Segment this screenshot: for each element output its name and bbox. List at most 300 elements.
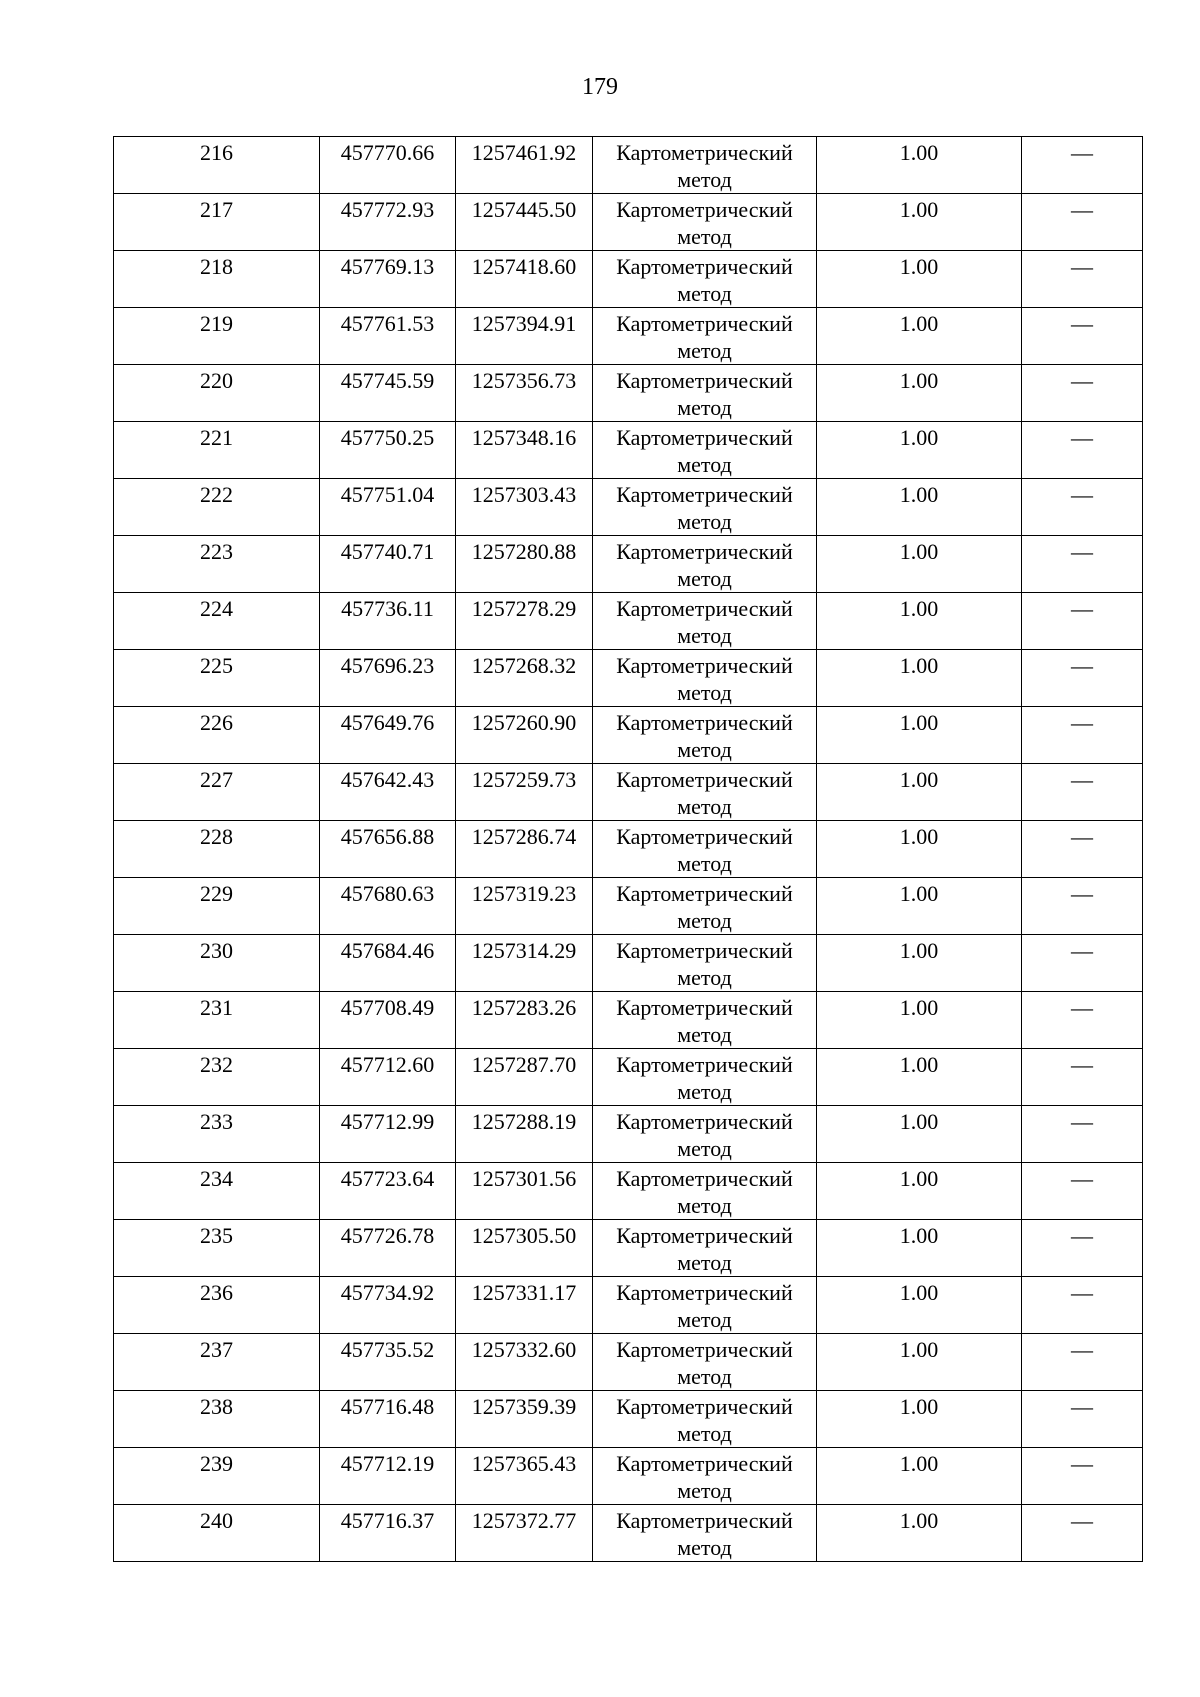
method-line2: метод — [677, 851, 732, 876]
accuracy-value: 1.00 — [899, 197, 939, 222]
accuracy-cell — [817, 1049, 1022, 1106]
note-cell — [1022, 1163, 1143, 1220]
note-value: — — [1071, 254, 1093, 279]
accuracy-cell — [817, 194, 1022, 251]
coordinate-x-cell — [320, 308, 456, 365]
coordinate-x-value: 457734.92 — [340, 1280, 435, 1305]
point-number-cell — [114, 878, 320, 935]
method-line2: метод — [677, 965, 732, 990]
method-cell — [593, 1277, 817, 1334]
accuracy-value: 1.00 — [899, 1508, 939, 1533]
point-number-value: 218 — [200, 254, 233, 279]
point-number-value: 221 — [200, 425, 233, 450]
coordinate-y-cell — [456, 1220, 593, 1277]
note-cell — [1022, 821, 1143, 878]
note-value: — — [1071, 767, 1093, 792]
point-number-value: 231 — [200, 995, 233, 1020]
accuracy-cell — [817, 593, 1022, 650]
note-cell — [1022, 935, 1143, 992]
coordinate-x-cell — [320, 1163, 456, 1220]
point-number-value: 227 — [200, 767, 233, 792]
note-cell — [1022, 251, 1143, 308]
method-line2: метод — [677, 623, 732, 648]
coordinate-x-value: 457656.88 — [340, 824, 435, 849]
coordinate-y-value: 1257278.29 — [471, 596, 577, 621]
coordinate-y-cell — [456, 1049, 593, 1106]
coordinate-y-value: 1257259.73 — [471, 767, 577, 792]
method-line1: Картометрический — [616, 767, 793, 792]
point-number-cell — [114, 137, 320, 194]
coordinate-y-cell — [456, 194, 593, 251]
note-cell — [1022, 764, 1143, 821]
point-number-value: 240 — [200, 1508, 233, 1533]
table-row — [114, 479, 1143, 536]
table-row — [114, 1505, 1143, 1562]
point-number-cell — [114, 536, 320, 593]
coordinate-y-cell — [456, 365, 593, 422]
note-value: — — [1071, 824, 1093, 849]
coordinate-y-cell — [456, 821, 593, 878]
table-row — [114, 821, 1143, 878]
method-line2: метод — [677, 338, 732, 363]
method-cell — [593, 308, 817, 365]
note-cell — [1022, 479, 1143, 536]
accuracy-value: 1.00 — [899, 1451, 939, 1476]
method-line1: Картометрический — [616, 1166, 793, 1191]
method-line2: метод — [677, 566, 732, 591]
point-number-value: 222 — [200, 482, 233, 507]
coordinate-x-value: 457680.63 — [340, 881, 435, 906]
accuracy-value: 1.00 — [899, 311, 939, 336]
accuracy-value: 1.00 — [899, 368, 939, 393]
method-line1: Картометрический — [616, 539, 793, 564]
method-line1: Картометрический — [616, 653, 793, 678]
coordinate-y-value: 1257331.17 — [471, 1280, 577, 1305]
coordinate-x-value: 457684.46 — [340, 938, 435, 963]
note-value: — — [1071, 653, 1093, 678]
point-number-value: 232 — [200, 1052, 233, 1077]
accuracy-cell — [817, 878, 1022, 935]
method-line1: Картометрический — [616, 995, 793, 1020]
coordinate-x-value: 457750.25 — [340, 425, 435, 450]
table-row — [114, 137, 1143, 194]
table-row — [114, 1448, 1143, 1505]
table-row — [114, 878, 1143, 935]
note-value: — — [1071, 197, 1093, 222]
point-number-value: 229 — [200, 881, 233, 906]
method-line1: Картометрический — [616, 1508, 793, 1533]
table-row — [114, 764, 1143, 821]
note-value: — — [1071, 311, 1093, 336]
method-line2: метод — [677, 1307, 732, 1332]
point-number-value: 217 — [200, 197, 233, 222]
coordinate-y-value: 1257394.91 — [471, 311, 577, 336]
coordinate-y-cell — [456, 1391, 593, 1448]
note-value: — — [1071, 368, 1093, 393]
method-cell — [593, 1391, 817, 1448]
point-number-cell — [114, 422, 320, 479]
method-line1: Картометрический — [616, 425, 793, 450]
point-number-cell — [114, 1505, 320, 1562]
coordinate-x-value: 457649.76 — [340, 710, 435, 735]
method-cell — [593, 992, 817, 1049]
note-value: — — [1071, 1337, 1093, 1362]
coordinate-x-value: 457696.23 — [340, 653, 435, 678]
coordinate-y-cell — [456, 1448, 593, 1505]
accuracy-cell — [817, 707, 1022, 764]
table-row — [114, 194, 1143, 251]
point-number-cell — [114, 1106, 320, 1163]
method-line1: Картометрический — [616, 254, 793, 279]
accuracy-cell — [817, 650, 1022, 707]
note-cell — [1022, 1448, 1143, 1505]
method-line1: Картометрический — [616, 1109, 793, 1134]
note-cell — [1022, 536, 1143, 593]
coordinate-x-cell — [320, 593, 456, 650]
coordinate-y-value: 1257461.92 — [471, 140, 577, 165]
point-number-cell — [114, 1334, 320, 1391]
method-cell — [593, 1049, 817, 1106]
coordinate-x-cell — [320, 365, 456, 422]
accuracy-cell — [817, 1334, 1022, 1391]
note-cell — [1022, 1334, 1143, 1391]
method-line2: метод — [677, 1250, 732, 1275]
coordinate-y-cell — [456, 479, 593, 536]
note-cell — [1022, 1220, 1143, 1277]
note-value: — — [1071, 1109, 1093, 1134]
accuracy-value: 1.00 — [899, 254, 939, 279]
coordinate-x-cell — [320, 650, 456, 707]
accuracy-value: 1.00 — [899, 596, 939, 621]
accuracy-cell — [817, 137, 1022, 194]
table-row — [114, 1391, 1143, 1448]
note-value: — — [1071, 596, 1093, 621]
method-line1: Картометрический — [616, 311, 793, 336]
coordinate-x-value: 457772.93 — [340, 197, 435, 222]
coordinate-x-cell — [320, 1277, 456, 1334]
coordinate-y-value: 1257445.50 — [471, 197, 577, 222]
method-line1: Картометрический — [616, 710, 793, 735]
table-row — [114, 707, 1143, 764]
method-line1: Картометрический — [616, 368, 793, 393]
coordinate-y-cell — [456, 935, 593, 992]
note-cell — [1022, 593, 1143, 650]
coordinate-x-value: 457716.37 — [340, 1508, 435, 1533]
method-cell — [593, 1448, 817, 1505]
coordinate-x-value: 457740.71 — [340, 539, 435, 564]
method-line2: метод — [677, 908, 732, 933]
method-cell — [593, 593, 817, 650]
coordinate-y-cell — [456, 536, 593, 593]
point-number-cell — [114, 821, 320, 878]
note-cell — [1022, 1391, 1143, 1448]
coordinate-y-cell — [456, 1106, 593, 1163]
accuracy-cell — [817, 1163, 1022, 1220]
table-row — [114, 1163, 1143, 1220]
note-cell — [1022, 1049, 1143, 1106]
method-cell — [593, 1220, 817, 1277]
note-value: — — [1071, 1280, 1093, 1305]
coordinates-table — [113, 136, 1143, 1562]
method-line2: метод — [677, 1079, 732, 1104]
coordinate-y-value: 1257314.29 — [471, 938, 577, 963]
coordinate-x-value: 457712.99 — [340, 1109, 435, 1134]
coordinate-y-cell — [456, 422, 593, 479]
point-number-cell — [114, 1277, 320, 1334]
method-line1: Картометрический — [616, 1223, 793, 1248]
method-line2: метод — [677, 1136, 732, 1161]
coordinate-y-value: 1257283.26 — [471, 995, 577, 1020]
coordinate-y-value: 1257268.32 — [471, 653, 577, 678]
accuracy-cell — [817, 422, 1022, 479]
coordinate-x-value: 457642.43 — [340, 767, 435, 792]
method-cell — [593, 878, 817, 935]
note-cell — [1022, 422, 1143, 479]
method-line2: метод — [677, 737, 732, 762]
coordinate-x-cell — [320, 536, 456, 593]
point-number-cell — [114, 1220, 320, 1277]
point-number-cell — [114, 1448, 320, 1505]
accuracy-cell — [817, 992, 1022, 1049]
accuracy-cell — [817, 1277, 1022, 1334]
note-value: — — [1071, 1508, 1093, 1533]
coordinate-x-cell — [320, 878, 456, 935]
method-line2: метод — [677, 1193, 732, 1218]
accuracy-value: 1.00 — [899, 1280, 939, 1305]
note-value: — — [1071, 140, 1093, 165]
coordinate-y-cell — [456, 764, 593, 821]
point-number-value: 225 — [200, 653, 233, 678]
coordinate-x-value: 457769.13 — [340, 254, 435, 279]
accuracy-cell — [817, 821, 1022, 878]
note-value: — — [1071, 710, 1093, 735]
coordinate-y-cell — [456, 1277, 593, 1334]
note-cell — [1022, 992, 1143, 1049]
coordinate-y-value: 1257332.60 — [471, 1337, 577, 1362]
note-value: — — [1071, 425, 1093, 450]
method-line1: Картометрический — [616, 140, 793, 165]
accuracy-value: 1.00 — [899, 1166, 939, 1191]
point-number-value: 226 — [200, 710, 233, 735]
table-row — [114, 1220, 1143, 1277]
note-value: — — [1071, 995, 1093, 1020]
coordinate-x-value: 457712.19 — [340, 1451, 435, 1476]
point-number-value: 230 — [200, 938, 233, 963]
coordinate-x-value: 457745.59 — [340, 368, 435, 393]
accuracy-cell — [817, 1106, 1022, 1163]
coordinate-y-value: 1257365.43 — [471, 1451, 577, 1476]
table-row — [114, 593, 1143, 650]
coordinate-y-cell — [456, 308, 593, 365]
method-line1: Картометрический — [616, 1394, 793, 1419]
coordinate-x-value: 457736.11 — [341, 596, 434, 621]
accuracy-cell — [817, 1220, 1022, 1277]
accuracy-value: 1.00 — [899, 995, 939, 1020]
note-value: — — [1071, 1394, 1093, 1419]
accuracy-cell — [817, 308, 1022, 365]
note-cell — [1022, 365, 1143, 422]
table-row — [114, 992, 1143, 1049]
coordinate-y-value: 1257319.23 — [471, 881, 577, 906]
note-value: — — [1071, 539, 1093, 564]
point-number-value: 216 — [200, 140, 233, 165]
coordinate-x-value: 457735.52 — [340, 1337, 435, 1362]
accuracy-value: 1.00 — [899, 1394, 939, 1419]
coordinate-y-value: 1257286.74 — [471, 824, 577, 849]
accuracy-value: 1.00 — [899, 824, 939, 849]
method-cell — [593, 479, 817, 536]
coordinate-x-cell — [320, 1220, 456, 1277]
coordinate-y-cell — [456, 992, 593, 1049]
table-row — [114, 935, 1143, 992]
coordinate-y-cell — [456, 251, 593, 308]
coordinate-y-cell — [456, 1505, 593, 1562]
accuracy-cell — [817, 764, 1022, 821]
coordinate-y-value: 1257418.60 — [471, 254, 577, 279]
table-row — [114, 536, 1143, 593]
accuracy-cell — [817, 479, 1022, 536]
method-line2: метод — [677, 794, 732, 819]
table-row — [114, 1106, 1143, 1163]
accuracy-value: 1.00 — [899, 1223, 939, 1248]
method-line2: метод — [677, 1478, 732, 1503]
method-line2: метод — [677, 509, 732, 534]
coordinate-x-cell — [320, 194, 456, 251]
page-number: 179 — [582, 74, 618, 100]
coordinate-x-cell — [320, 137, 456, 194]
point-number-cell — [114, 1391, 320, 1448]
coordinate-y-cell — [456, 1334, 593, 1391]
coordinate-y-value: 1257288.19 — [471, 1109, 577, 1134]
note-value: — — [1071, 1223, 1093, 1248]
coordinate-y-value: 1257356.73 — [471, 368, 577, 393]
coordinate-x-cell — [320, 422, 456, 479]
method-cell — [593, 935, 817, 992]
coordinate-y-value: 1257280.88 — [471, 539, 577, 564]
table-row — [114, 1049, 1143, 1106]
coordinate-x-cell — [320, 764, 456, 821]
coordinate-y-value: 1257359.39 — [471, 1394, 577, 1419]
accuracy-value: 1.00 — [899, 767, 939, 792]
accuracy-cell — [817, 935, 1022, 992]
point-number-value: 238 — [200, 1394, 233, 1419]
note-cell — [1022, 1277, 1143, 1334]
accuracy-cell — [817, 365, 1022, 422]
accuracy-cell — [817, 1391, 1022, 1448]
method-cell — [593, 422, 817, 479]
table-row — [114, 650, 1143, 707]
accuracy-value: 1.00 — [899, 1337, 939, 1362]
method-cell — [593, 194, 817, 251]
coordinate-x-cell — [320, 992, 456, 1049]
method-line2: метод — [677, 167, 732, 192]
coordinate-x-cell — [320, 935, 456, 992]
method-cell — [593, 1163, 817, 1220]
coordinate-x-cell — [320, 479, 456, 536]
point-number-cell — [114, 650, 320, 707]
point-number-cell — [114, 707, 320, 764]
coordinate-y-value: 1257301.56 — [471, 1166, 577, 1191]
note-value: — — [1071, 1052, 1093, 1077]
accuracy-value: 1.00 — [899, 1052, 939, 1077]
accuracy-value: 1.00 — [899, 1109, 939, 1134]
note-cell — [1022, 194, 1143, 251]
coordinate-x-cell — [320, 821, 456, 878]
method-line2: метод — [677, 452, 732, 477]
coordinate-y-cell — [456, 1163, 593, 1220]
note-value: — — [1071, 482, 1093, 507]
point-number-cell — [114, 935, 320, 992]
method-cell — [593, 1505, 817, 1562]
method-line1: Картометрический — [616, 482, 793, 507]
method-line2: метод — [677, 680, 732, 705]
accuracy-value: 1.00 — [899, 881, 939, 906]
method-line1: Картометрический — [616, 197, 793, 222]
coordinate-x-cell — [320, 1505, 456, 1562]
note-cell — [1022, 1106, 1143, 1163]
accuracy-value: 1.00 — [899, 710, 939, 735]
coordinate-x-value: 457751.04 — [340, 482, 435, 507]
point-number-value: 224 — [200, 596, 233, 621]
method-line2: метод — [677, 395, 732, 420]
coordinate-y-value: 1257287.70 — [471, 1052, 577, 1077]
note-value: — — [1071, 881, 1093, 906]
method-cell — [593, 764, 817, 821]
coordinate-x-value: 457708.49 — [340, 995, 435, 1020]
coordinate-x-value: 457712.60 — [340, 1052, 435, 1077]
coordinate-x-value: 457716.48 — [340, 1394, 435, 1419]
accuracy-value: 1.00 — [899, 653, 939, 678]
method-line2: метод — [677, 1364, 732, 1389]
accuracy-value: 1.00 — [899, 539, 939, 564]
note-cell — [1022, 308, 1143, 365]
coordinate-y-cell — [456, 707, 593, 764]
point-number-value: 223 — [200, 539, 233, 564]
method-line1: Картометрический — [616, 824, 793, 849]
method-cell — [593, 365, 817, 422]
point-number-value: 220 — [200, 368, 233, 393]
point-number-cell — [114, 593, 320, 650]
accuracy-cell — [817, 536, 1022, 593]
point-number-value: 237 — [200, 1337, 233, 1362]
coordinate-x-value: 457761.53 — [340, 311, 435, 336]
coordinate-x-cell — [320, 1049, 456, 1106]
method-cell — [593, 1334, 817, 1391]
coordinate-x-cell — [320, 1391, 456, 1448]
method-line1: Картометрический — [616, 1451, 793, 1476]
point-number-value: 235 — [200, 1223, 233, 1248]
coordinate-y-cell — [456, 650, 593, 707]
coordinate-y-value: 1257305.50 — [471, 1223, 577, 1248]
method-line1: Картометрический — [616, 938, 793, 963]
method-line1: Картометрический — [616, 1280, 793, 1305]
method-cell — [593, 821, 817, 878]
note-value: — — [1071, 938, 1093, 963]
method-cell — [593, 251, 817, 308]
note-value: — — [1071, 1166, 1093, 1191]
table-row — [114, 1277, 1143, 1334]
method-line2: метод — [677, 1022, 732, 1047]
accuracy-value: 1.00 — [899, 482, 939, 507]
point-number-value: 233 — [200, 1109, 233, 1134]
accuracy-value: 1.00 — [899, 425, 939, 450]
coordinate-x-cell — [320, 1106, 456, 1163]
table-row — [114, 308, 1143, 365]
method-cell — [593, 137, 817, 194]
note-cell — [1022, 878, 1143, 935]
coordinate-x-cell — [320, 707, 456, 764]
method-line2: метод — [677, 224, 732, 249]
